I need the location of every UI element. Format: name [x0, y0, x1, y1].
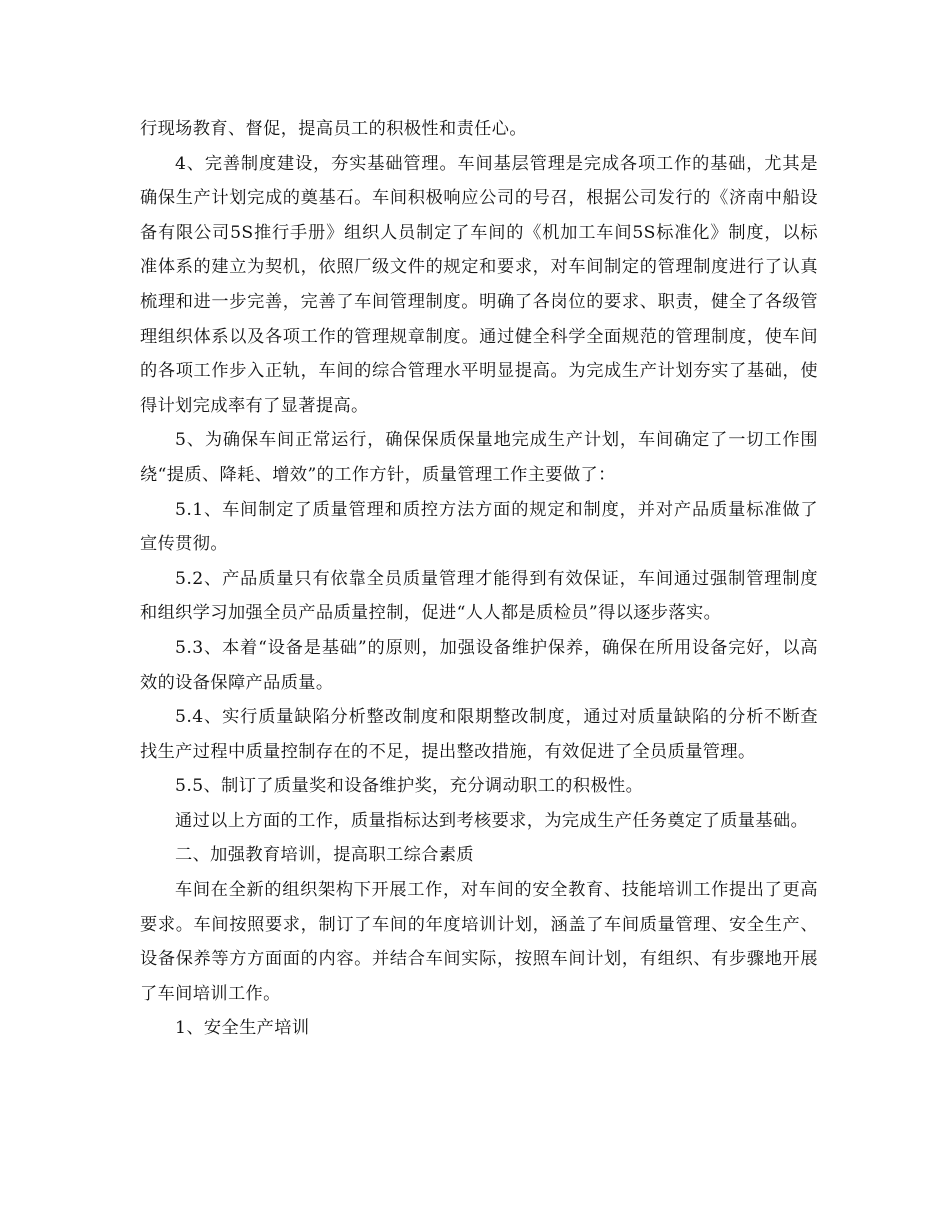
paragraph-item-5-4: 5.4、实行质量缺陷分析整改制度和限期整改制度，通过对质量缺陷的分析不断查找生产过程中质量控制存在的不足，提出整改措施，有效促进了全员质量管理。: [140, 707, 818, 762]
paragraph-item-5-1: 5.1、车间制定了质量管理和质控方法方面的规定和制度，并对产品质量标准做了宣传贯彻。: [140, 499, 818, 555]
paragraph-summary: 通过以上方面的工作，质量指标达到考核要求，为完成生产任务奠定了质量基础。: [175, 810, 809, 831]
paragraph-item-5-2: 5.2、产品质量只有依靠全员质量管理才能得到有效保证，车间通过强制管理制度和组织学习加强全员产品质量控制，促进“人人都是质检员”得以逐步落实。: [140, 568, 818, 624]
paragraph-item-5: 5、为确保车间正常运行，确保保质保量地完成生产计划，车间确定了一切工作围绕“提质、降耗、增效”的工作方针，质量管理工作主要做了：: [140, 430, 818, 485]
paragraph-training-intro: 车间在全新的组织架构下开展工作，对车间的安全教育、技能培训工作提出了更高要求。车间按照要求，制订了车间的年度培训计划，涵盖了车间质量管理、安全生产、设备保养等方方面面的内容。并结合车间实际，按照车间计划，有组织、有步骤地开展了车间培训工作。: [140, 880, 818, 1004]
document-body: [140, 112, 818, 1046]
paragraph-item-4: 4、完善制度建设，夯实基础管理。车间基层管理是完成各项工作的基础，尤其是确保生产计划完成的奠基石。车间积极响应公司的号召，根据公司发行的《济南中船设备有限公司5S推行手册》组织人员制定了车间的《机加工车间5S标准化》制度，以标准体系的建立为契机，依照厂级文件的规定和要求，对车间制定的管理制度进行了认真梳理和进一步完善，完善了车间管理制度。明确了各岗位的要求、职责，健全了各级管理组织体系以及各项工作的管理规章制度。通过健全科学全面规范的管理制度，使车间的各项工作步入正轨，车间的综合管理水平明显提高。为完成生产计划夯实了基础，使得计划完成率有了显著提高。: [140, 153, 818, 416]
paragraph-item-5-3: 5.3、本着“设备是基础”的原则，加强设备维护保养，确保在所用设备完好，以高效的设备保障产品质量。: [140, 637, 818, 693]
paragraph-item-5-5: 5.5、制订了质量奖和设备维护奖，充分调动职工的积极性。: [175, 776, 644, 797]
paragraph-continuation: 行现场教育、督促，提高员工的积极性和责任心。: [140, 119, 527, 139]
section-heading: 二、加强教育培训，提高职工综合素质: [175, 845, 474, 866]
subheading-safety-training: 1、安全生产培训: [175, 1018, 310, 1039]
